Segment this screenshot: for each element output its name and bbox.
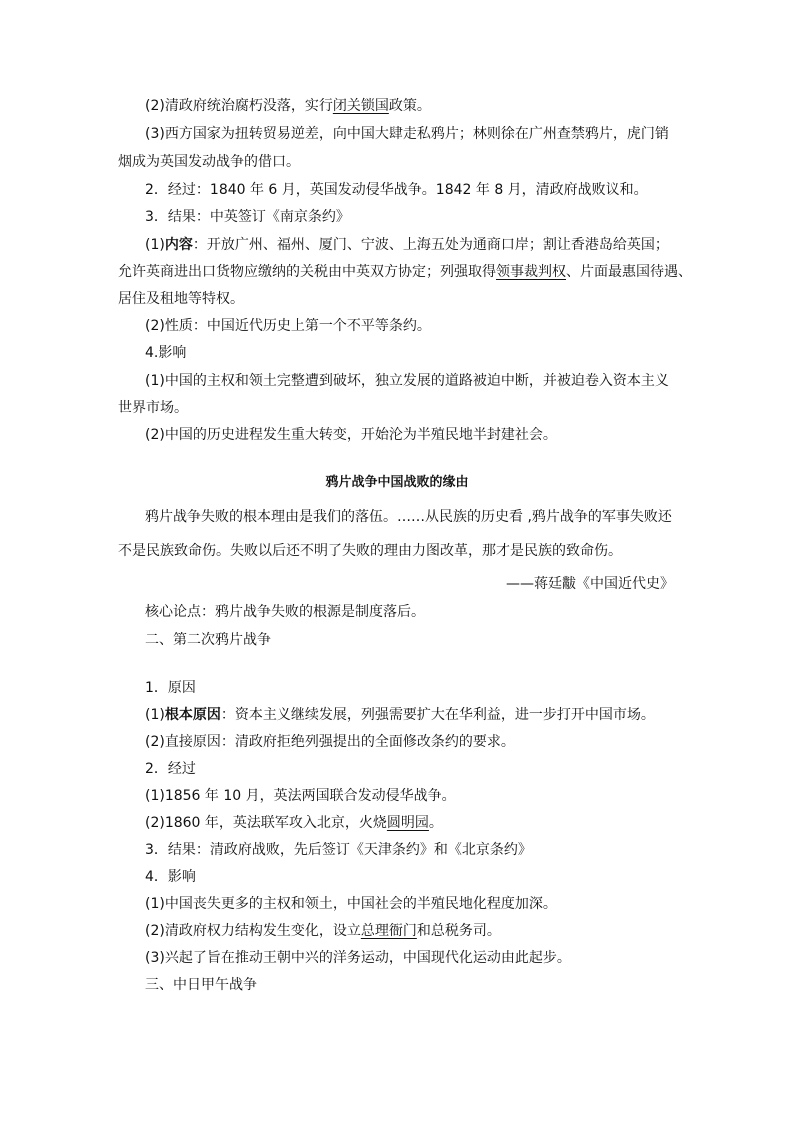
s2-jieguo: 3．结果：清政府战败，先后签订《天津条约》和《北京条约》 [145, 842, 532, 858]
s1-neirong-line2 [118, 262, 692, 282]
underlined-term: 圆明园 [386, 815, 429, 831]
para-s1-p2 [145, 96, 431, 116]
bold-term: 根本原因 [164, 707, 221, 723]
text: 政策。 [388, 98, 431, 114]
s1-yingxiang: 4.影响 [145, 345, 187, 361]
bold-term: 内容 [164, 237, 193, 253]
text: 。 [428, 815, 443, 831]
s2-yx3: (3)兴起了旨在推动王朝中兴的洋务运动，中国现代化运动由此起步。 [145, 950, 571, 966]
s2-jingguo: 2．经过 [145, 761, 196, 777]
s2-yx2 [145, 921, 501, 941]
box-title: 鸦片战争中国战败的缘由 [325, 475, 469, 490]
s2-jg1: (1)1856 年 10 月，英法两国联合发动侵华战争。 [145, 788, 456, 804]
text: ：开放广州、福州、厦门、宁波、上海五处为通商口岸；割让香港岛给英国； [192, 237, 669, 253]
s1-yx1-line1: (1)中国的主权和领土完整遭到破坏，独立发展的道路被迫中断，并被迫卷入资本主义 [145, 373, 669, 389]
text: (2)清政府权力结构发生变化，设立 [145, 923, 361, 939]
s2-genben [145, 705, 655, 725]
text: 和总税务司。 [416, 923, 501, 939]
quote-source: ——蒋廷黻《中国近代史》 [506, 576, 674, 592]
s2-yuanyin: 1．原因 [145, 680, 196, 696]
para-s1-p3-line2: 烟成为英国发动战争的借口。 [118, 154, 300, 170]
s2-yingxiang: 4．影响 [145, 869, 196, 885]
underlined-term: 领事裁判权 [496, 264, 566, 280]
text: (2)清政府统治腐朽没落，实行 [145, 98, 333, 114]
s2-zhijie: (2)直接原因：清政府拒绝列强提出的全面修改条约的要求。 [145, 734, 515, 750]
s1-neirong-line3: 居住及租地等特权。 [118, 291, 244, 307]
text: (1) [145, 707, 165, 723]
underlined-term: 总理衙门 [360, 923, 417, 939]
underlined-term: 闭关锁国 [332, 98, 389, 114]
section-heading-2: 二、第二次鸦片战争 [145, 632, 271, 648]
text: 、片面最惠国待遇、 [566, 264, 692, 280]
s2-jg2 [145, 813, 443, 833]
core-argument: 核心论点：鸦片战争失败的根源是制度落后。 [145, 604, 425, 620]
text: 允许英商进出口货物应缴纳的关税由中英双方协定；列强取得 [118, 264, 496, 280]
text: (1) [145, 237, 165, 253]
s1-xingzhi: (2)性质：中国近代历史上第一个不平等条约。 [145, 318, 431, 334]
s1-neirong-line1 [145, 235, 669, 255]
quote-line1: 鸦片战争失败的根本理由是我们的落伍。……从民族的历史看 ,鸦片战争的军事失败还 [145, 509, 672, 525]
text: ：资本主义继续发展，列强需要扩大在华利益，进一步打开中国市场。 [220, 707, 655, 723]
s1-jieguo: 3．结果：中英签订《南京条约》 [145, 209, 350, 225]
section-heading-3: 三、中日甲午战争 [145, 977, 257, 993]
s1-jingguo: 2．经过：1840 年 6 月，英国发动侵华战争。1842 年 8 月，清政府战败议和。 [145, 182, 648, 198]
s1-yx1-line2: 世界市场。 [118, 400, 188, 416]
text: (2)1860 年，英法联军攻入北京，火烧 [145, 815, 387, 831]
s2-yx1: (1)中国丧失更多的主权和领土，中国社会的半殖民地化程度加深。 [145, 896, 557, 912]
s1-yx2: (2)中国的历史进程发生重大转变，开始沦为半殖民地半封建社会。 [145, 427, 557, 443]
quote-line2: 不是民族致命伤。失败以后还不明了失败的理由力图改革，那才是民族的致命伤。 [118, 543, 622, 559]
para-s1-p3-line1: (3)西方国家为扭转贸易逆差，向中国大肆走私鸦片；林则徐在广州查禁鸦片，虎门销 [145, 126, 669, 142]
